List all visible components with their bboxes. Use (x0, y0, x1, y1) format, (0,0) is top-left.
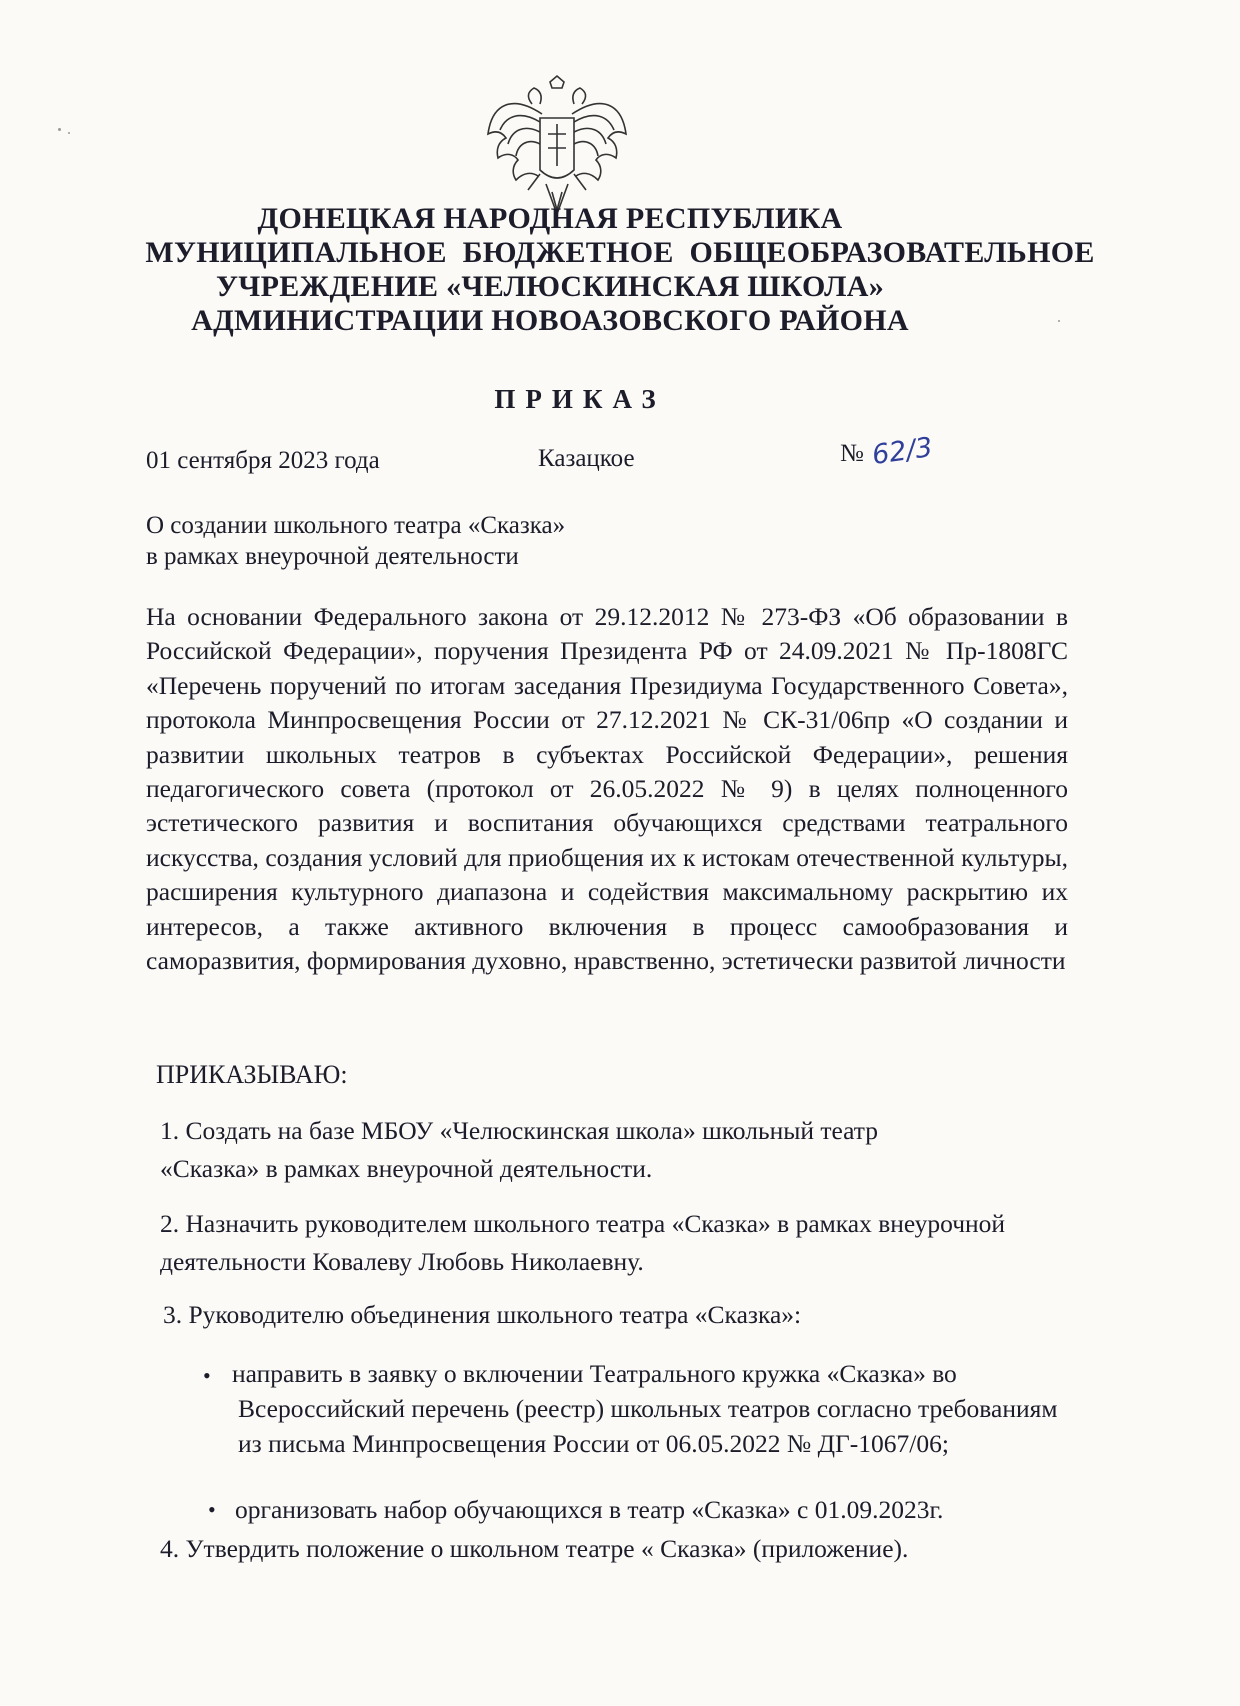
bullet-2-icon: • (208, 1497, 216, 1522)
order-item-3: 3. Руководителю объединения школьного театра «Сказка»: (163, 1300, 802, 1329)
scan-speck (58, 128, 61, 131)
order-date: 01 сентября 2023 года (146, 447, 380, 474)
header-administration: АДМИНИСТРАЦИИ НОВОАЗОВСКОГО РАЙОНА (191, 304, 909, 337)
order-item-1: 1. Создать на базе МБОУ «Челюскинская школа» школьный театр «Сказка» в рамках внеурочной деятельности. (160, 1116, 879, 1183)
header-institution-line1: МУНИЦИПАЛЬНОЕ БЮДЖЕТНОЕ ОБЩЕОБРАЗОВАТЕЛЬНОЕ (145, 236, 1095, 269)
header-republic: ДОНЕЦКАЯ НАРОДНАЯ РЕСПУБЛИКА (257, 202, 843, 235)
subject-line-2: в рамках внеурочной деятельности (146, 543, 519, 570)
order-number-handwritten: 62/3 (870, 431, 935, 472)
order-subitem-2: организовать набор обучающихся в театр «Сказка» с 01.09.2023г. (235, 1495, 944, 1524)
order-word: ПРИКАЗЫВАЮ: (156, 1060, 348, 1089)
bullet-1-icon: • (203, 1363, 211, 1388)
order-subitem-1: направить в заявку о включении Театрального кружка «Сказка» во Всероссийский перечень (реестр) школьных театров согласно требованиям из письма Минпросвещения России от 06.05.2022 № ДГ-1067/06; (232, 1359, 1058, 1458)
order-item-4: 4. Утвердить положение о школьном театре « Сказка» (приложение). (160, 1534, 909, 1563)
order-number-label: № (840, 440, 864, 467)
header-institution-line2: УЧРЕЖДЕНИЕ «ЧЕЛЮСКИНСКАЯ ШКОЛА» (215, 270, 885, 303)
document-title: ПРИКАЗ (494, 384, 666, 414)
preamble-paragraph: На основании Федерального закона от 29.12.2012 № 273-ФЗ «Об образовании в Российской Федерации», поручения Президента РФ от 24.09.2021 № Пр-1808ГС «Перечень поручений по итогам заседания Президиума Государственного Совета», протокола Минпросвещения России от 27.12.2021 № СК-31/06пр «О создании и развитии школьных театров в субъектах Российской Федерации», решения педагогического совета (протокол от 26.05.2022 № 9) в целях полноценного эстетического развития и воспитания обучающихся средствами театрального искусства, создания условий для приобщения их к истокам отечественной культуры, расширения культурного диапазона и содействия максимальному раскрытию их интересов, а также активного включения в процесс самообразования и саморазвития, формирования духовно, нравственно, эстетически развитой личности (146, 602, 1068, 976)
order-item-2: 2. Назначить руководителем школьного театра «Сказка» в рамках внеурочной деятельности Ковалеву Любовь Николаевну. (160, 1209, 1006, 1276)
scan-speck (68, 132, 70, 134)
subject-line-1: О создании школьного театра «Сказка» (146, 512, 566, 539)
order-place: Казацкое (538, 445, 635, 472)
